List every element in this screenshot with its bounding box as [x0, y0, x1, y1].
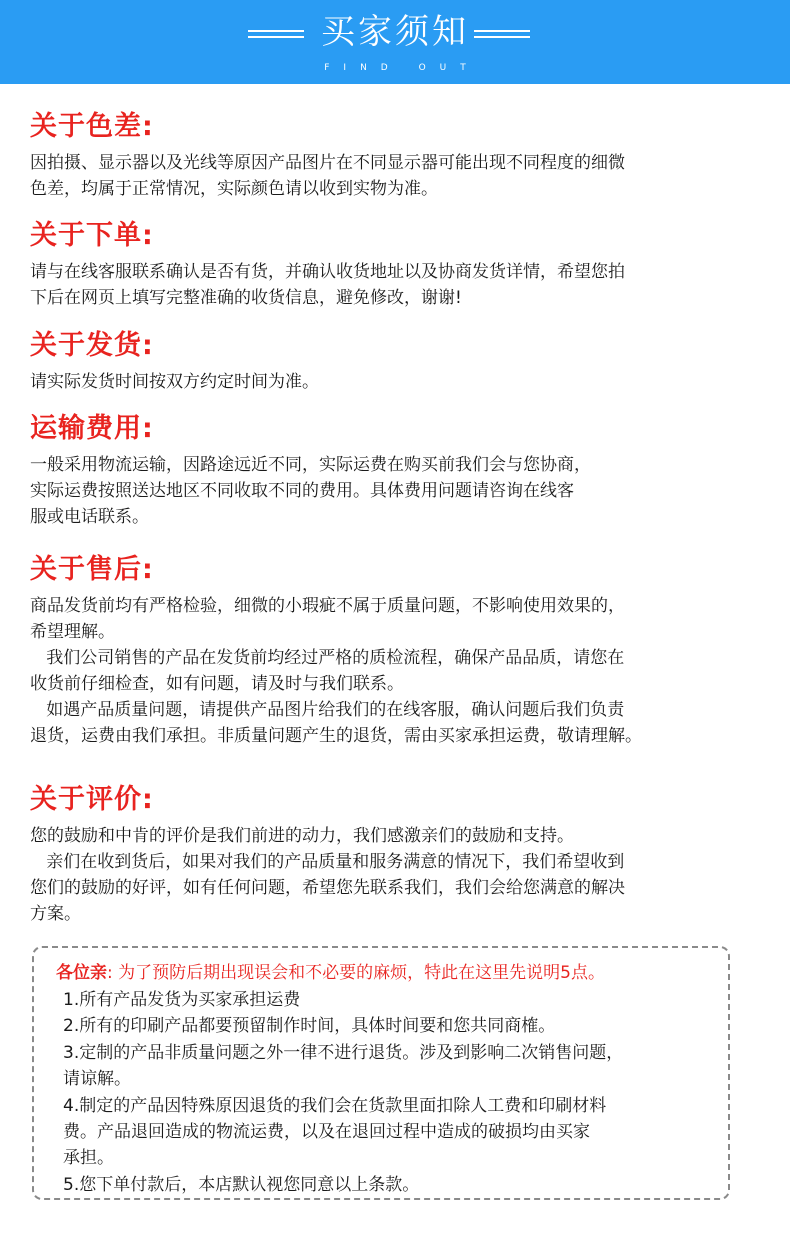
- section-text-line: 色差，均属于正常情况，实际颜色请以收到实物为准。: [30, 179, 438, 199]
- section-text-line: 希望理解。: [30, 622, 115, 642]
- section-text-line: 退货，运费由我们承担。非质量问题产生的退货，需由买家承担运费，敬请理解。: [30, 726, 642, 746]
- section-ordering: [30, 219, 760, 311]
- header-banner: [0, 0, 790, 84]
- section-text-line: 服或电话联系。: [30, 507, 149, 527]
- notice-box: [32, 946, 730, 1200]
- notice-header: [56, 960, 623, 987]
- section-reviews: [30, 783, 760, 927]
- section-text-line: 亲们在收到货后，如果对我们的产品质量和服务满意的情况下，我们希望收到: [30, 852, 625, 872]
- section-text-line: 因拍摄、显示器以及光线等原因产品图片在不同显示器可能出现不同程度的细微: [30, 153, 625, 173]
- section-text-line: 您的鼓励和中肯的评价是我们前进的动力，我们感激亲们的鼓励和支持。: [30, 826, 574, 846]
- notice-line: 承担。: [63, 1148, 114, 1169]
- notice-line: 费。产品退回造成的物流运费，以及在退回过程中造成的破损均由买家: [63, 1122, 590, 1143]
- section-color-difference: [30, 110, 760, 202]
- section-text-line: 实际运费按照送达地区不同收取不同的费用。具体费用问题请咨询在线客: [30, 481, 574, 501]
- notice-line: 请谅解。: [63, 1069, 131, 1090]
- page-title: 买家须知: [321, 12, 469, 52]
- section-heading: 关于色差:: [30, 111, 154, 142]
- section-text-line: 一般采用物流运输，因路途远近不同，实际运费在购买前我们会与您协商，: [30, 455, 591, 475]
- section-text-line: 如遇产品质量问题，请提供产品图片给我们的在线客服，确认问题后我们负责: [30, 700, 625, 720]
- section-heading: 关于评价:: [30, 784, 154, 815]
- section-text-line: 您们的鼓励的好评，如有任何问题，希望您先联系我们，我们会给您满意的解决: [30, 878, 625, 898]
- notice-line: 4.制定的产品因特殊原因退货的我们会在货款里面扣除人工费和印刷材料: [63, 1095, 607, 1116]
- section-shipping-fees: [30, 412, 760, 530]
- section-shipping: [30, 329, 760, 395]
- section-text-line: 下后在网页上填写完整准确的收货信息，避免修改，谢谢!: [30, 288, 462, 308]
- notice-line: 1.所有产品发货为买家承担运费: [63, 990, 301, 1010]
- section-after-sales: [30, 553, 760, 749]
- notice-label: 各位亲: [56, 963, 107, 983]
- section-text-line: 我们公司销售的产品在发货前均经过严格的质检流程，确保产品品质，请您在: [30, 648, 625, 668]
- section-heading: 关于下单:: [30, 220, 154, 251]
- notice-line: 3.定制的产品非质量问题之外一律不进行退货。涉及到影响二次销售问题，: [63, 1042, 624, 1063]
- notice-intro: : 为了预防后期出现误会和不必要的麻烦，特此在这里先说明5点。: [107, 963, 605, 983]
- section-heading: 关于售后:: [30, 554, 154, 585]
- section-heading: 关于发货:: [30, 330, 154, 361]
- section-heading: 运输费用:: [30, 413, 154, 444]
- section-text-line: 商品发货前均有严格检验，细微的小瑕疵不属于质量问题，不影响使用效果的，: [30, 596, 625, 616]
- section-text-line: 方案。: [30, 904, 81, 924]
- notice-line: 5.您下单付款后，本店默认视您同意以上条款。: [63, 1174, 420, 1195]
- section-text-line: 请与在线客服联系确认是否有货，并确认收货地址以及协商发货详情，希望您拍: [30, 262, 625, 282]
- page-subtitle: FIND OUT: [324, 63, 480, 73]
- section-text-line: 收货前仔细检查，如有问题，请及时与我们联系。: [30, 674, 404, 694]
- notice-line: 2.所有的印刷产品都要预留制作时间，具体时间要和您共同商榷。: [63, 1016, 556, 1037]
- section-text-line: 请实际发货时间按双方约定时间为准。: [30, 372, 319, 392]
- banner-decor-line-right: [474, 30, 530, 38]
